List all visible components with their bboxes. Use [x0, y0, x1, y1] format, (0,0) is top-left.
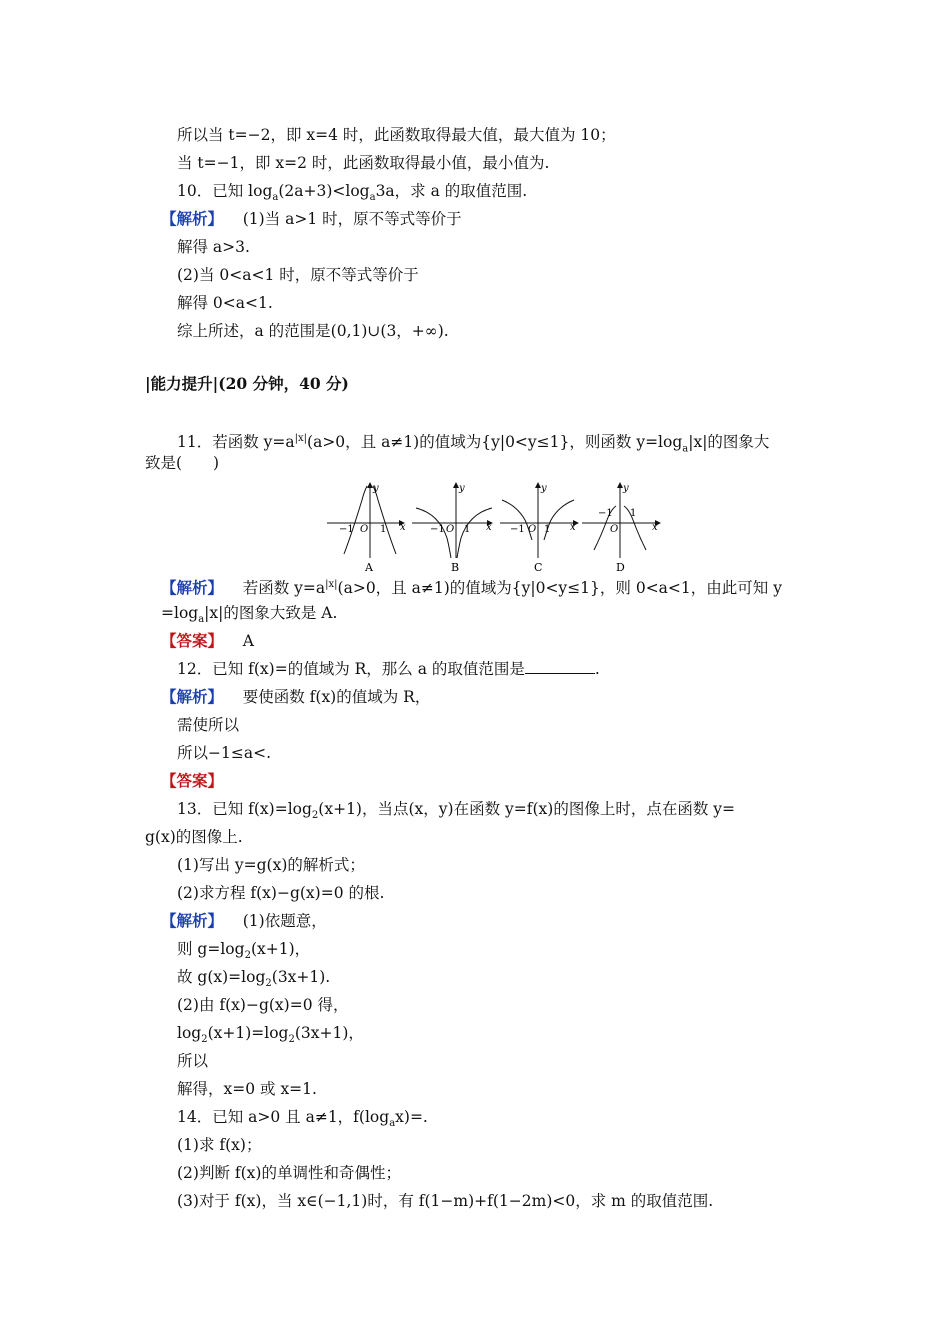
- solution-12: 【解析】 要使函数 f(x)的值域为 R，: [161, 687, 431, 706]
- solution-10: 【解析】 (1)当 a>1 时，原不等式等价于: [161, 209, 462, 228]
- svg-text:y: y: [541, 483, 547, 494]
- text-line: 则 $g=\log_2(x+1)$，: [177, 940, 311, 962]
- svg-text:1: 1: [630, 508, 637, 519]
- svg-text:x: x: [486, 522, 492, 533]
- tick-label: −1: [339, 524, 354, 535]
- text-line: (1)求 f(x)；: [177, 1136, 262, 1154]
- text-line: (2)求方程 f(x)−g(x)=0 的根.: [177, 884, 385, 902]
- solution-11: 【解析】 若函数 $y=a^{|x|}(a>0$，且 a≠1)的值域为{y|0<y≤1}，则 0<a<1，由此可知 y: [161, 578, 782, 598]
- graph-panel-a: [327, 483, 406, 574]
- graph-panel-d: [582, 483, 660, 574]
- text-line: 故 $g(x)=\log_2(3x+1)$.: [177, 968, 331, 990]
- svg-text:1: 1: [464, 524, 471, 535]
- text-line: g(x)的图像上.: [145, 828, 243, 846]
- answer-11: 【答案】 A: [161, 631, 254, 650]
- svg-text:O: O: [528, 524, 537, 535]
- text-line: 解得 0<a<1.: [177, 294, 273, 312]
- svg-text:1: 1: [544, 524, 551, 535]
- option-label-a: A: [365, 561, 373, 574]
- svg-text:y: y: [623, 483, 629, 494]
- option-label-d: D: [616, 561, 625, 574]
- jiexi-label: 【解析】: [161, 209, 224, 228]
- solution-13: 【解析】 (1)依题意，: [161, 911, 327, 930]
- question-11: 11．若函数 $y=a^{|x|}(a>0$，且 a≠1)的值域为{y|0<y≤1}，则函数 $y=\log_a|x|$的图象大: [177, 433, 770, 455]
- svg-text:x: x: [570, 522, 576, 533]
- svg-text:x: x: [652, 522, 658, 533]
- text-line: 所以当 t=−2，即 x=4 时，此函数取得最大值，最大值为 10；: [177, 126, 616, 144]
- question-10: 10．已知 $\log_a(2a+3)<\log_a3a$，求 a 的取值范围.: [177, 182, 528, 204]
- svg-text:1: 1: [380, 524, 387, 535]
- text-line: 所以: [177, 1052, 209, 1070]
- daan-label: 【答案】: [161, 631, 224, 650]
- text-line: 所以−1≤a<.: [177, 744, 271, 762]
- text-line: 解得，x=0 或 x=1.: [177, 1080, 317, 1098]
- option-label-b: B: [451, 561, 460, 574]
- svg-text:O: O: [610, 524, 619, 535]
- option-label-c: C: [534, 561, 543, 574]
- text-line: 致是( ): [145, 454, 220, 472]
- question-14: 14．已知 a>0 且 a≠1，$f(\log_ax)=$.: [177, 1108, 428, 1130]
- text-line: (2)当 0<a<1 时，原不等式等价于: [177, 266, 419, 284]
- svg-text:−1: −1: [598, 508, 613, 519]
- question-13: 13．已知 $f(x)=\log_2(x+1)$，当点(x，y)在函数 y=f(x)的图像上时，点在函数 y=: [177, 800, 735, 822]
- text-line: (2)判断 f(x)的单调性和奇偶性；: [177, 1164, 401, 1182]
- svg-text:O: O: [360, 524, 369, 535]
- text-line: (3)对于 f(x)，当 x∈(−1,1)时，有 f(1−m)+f(1−2m)<0，求 m 的取值范围.: [177, 1192, 714, 1210]
- graph-panel-b: [412, 483, 492, 574]
- text-line: 解得 a>3.: [177, 238, 250, 256]
- svg-text:y: y: [459, 483, 465, 494]
- text-line: 综上所述，a 的范围是(0,1)∪(3，+∞).: [177, 322, 449, 340]
- text-line: $=\log_a|x|$的图象大致是 A.: [161, 604, 338, 626]
- answer-blank: [525, 659, 595, 674]
- answer-12: 【答案】: [161, 771, 224, 790]
- text-line: 当 t=−1，即 x=2 时，此函数取得最小值，最小值为.: [177, 154, 550, 172]
- text-line: (2)由 f(x)−g(x)=0 得，: [177, 996, 349, 1014]
- svg-text:x: x: [400, 522, 406, 533]
- section-title: |能力提升|(20 分钟，40 分): [145, 374, 349, 393]
- text-line: $\log_2(x+1)=\log_2(3x+1)$，: [177, 1024, 364, 1046]
- graph-panel-c: [500, 483, 578, 574]
- graph-options-figure: [322, 478, 662, 574]
- svg-text:O: O: [446, 524, 455, 535]
- question-12: 12．已知 f(x)=的值域为 R，那么 a 的取值范围是 .: [177, 660, 600, 678]
- svg-text:−1: −1: [430, 524, 445, 535]
- text-line: (1)写出 y=g(x)的解析式；: [177, 856, 365, 874]
- svg-text:y: y: [373, 483, 379, 494]
- svg-text:−1: −1: [510, 524, 525, 535]
- text-line: 需使所以: [177, 716, 240, 734]
